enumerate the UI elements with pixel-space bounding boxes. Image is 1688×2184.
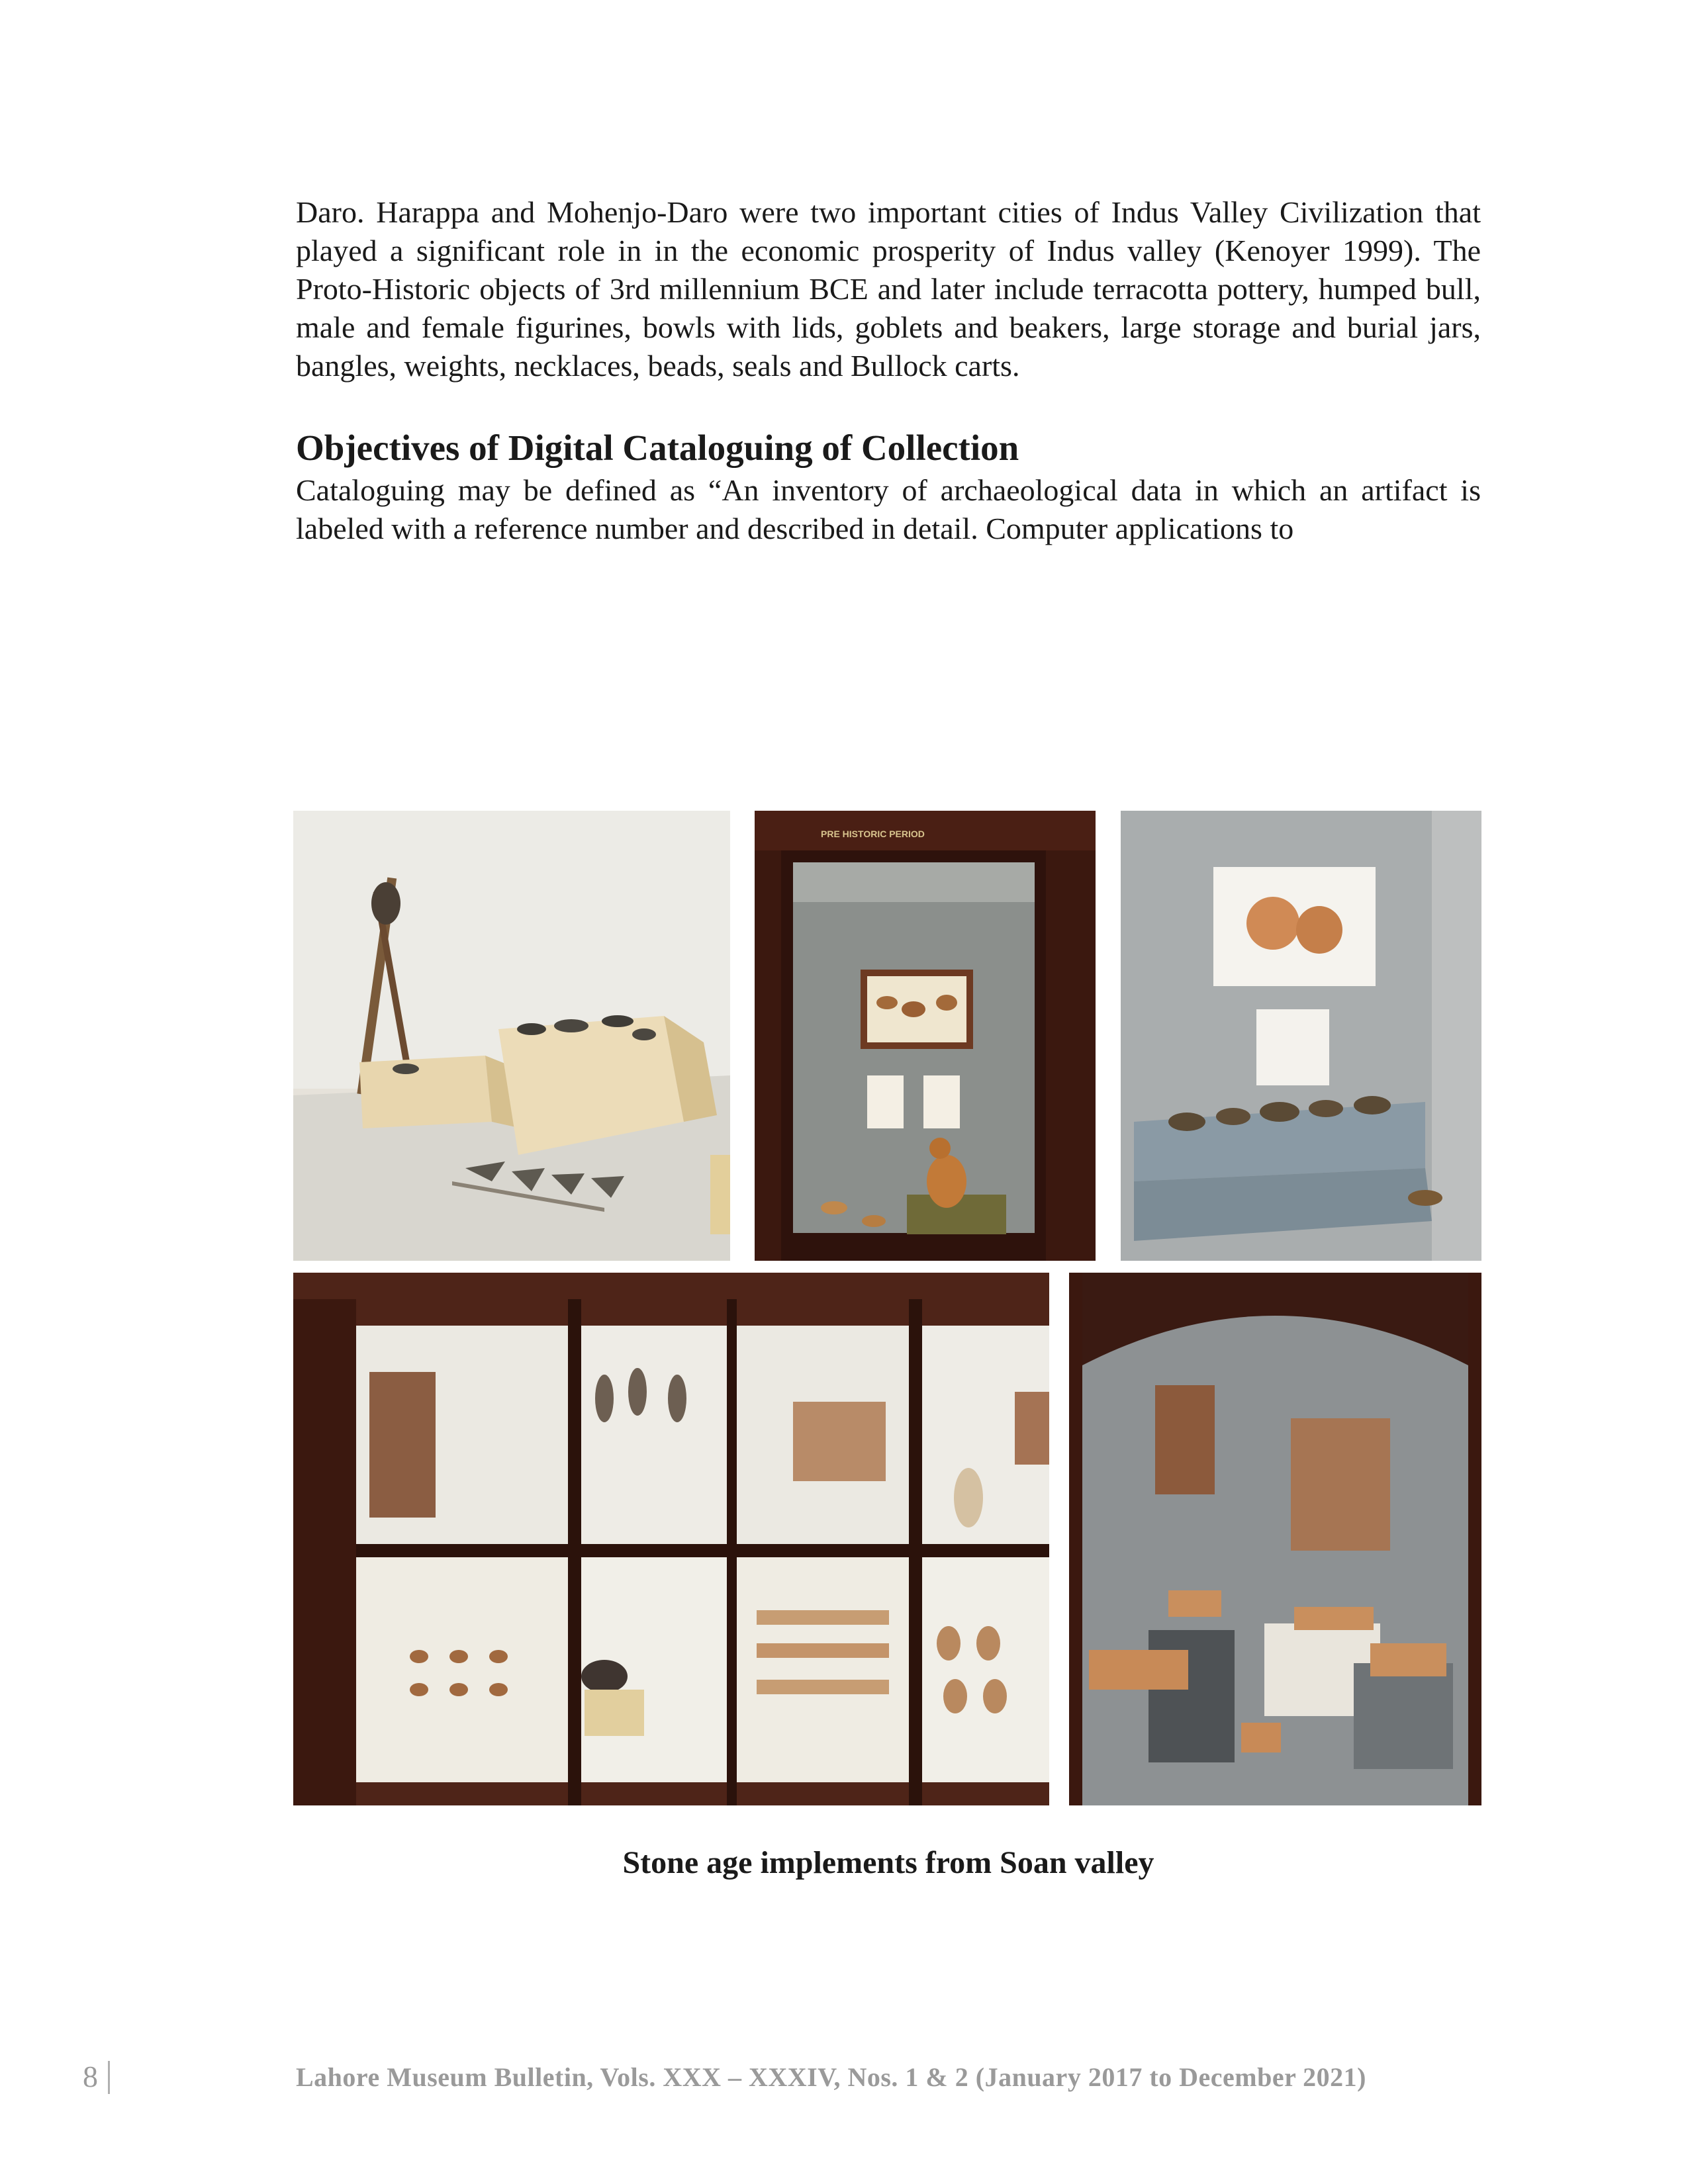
photo-pre-historic-period-case (755, 811, 1096, 1261)
page-footer (0, 2057, 1688, 2097)
photo-cabinet-label: PRE HISTORIC PERIOD (821, 829, 925, 839)
photo-brick-display-case (1069, 1273, 1481, 1805)
section-heading: Objectives of Digital Cataloguing of Collection (296, 428, 1019, 468)
figure-caption: Stone age implements from Soan valley (622, 1845, 1154, 1880)
body-paragraph-2: Cataloguing may be defined as “An inventory of archaeological data in which an artifact is labeled with a reference number and described in detail. Computer applications to (296, 473, 1481, 545)
page-number-divider (108, 2061, 110, 2094)
page-number: 8 (83, 2060, 98, 2093)
photo-stone-tools-display (293, 811, 730, 1261)
photo-stone-age-diorama (1121, 811, 1481, 1261)
body-paragraph-1: Daro. Harappa and Mohenjo-Daro were two important cities of Indus Valley Civilization that played a significant role in in the economic prosperity of Indus valley (Kenoyer 1999). The Proto-Historic objects of 3rd millennium BCE and later include terracotta pottery, humped bull, male and female figurines, bowls with lids, goblets and beakers, large storage and burial jars, bangles, weights, necklaces, beads, seals and Bullock carts. (296, 195, 1481, 383)
journal-citation: Lahore Museum Bulletin, Vols. XXX – XXXIV, Nos. 1 & 2 (January 2017 to December 2021) (296, 2062, 1366, 2092)
photo-corner-display-cases (293, 1273, 1049, 1805)
